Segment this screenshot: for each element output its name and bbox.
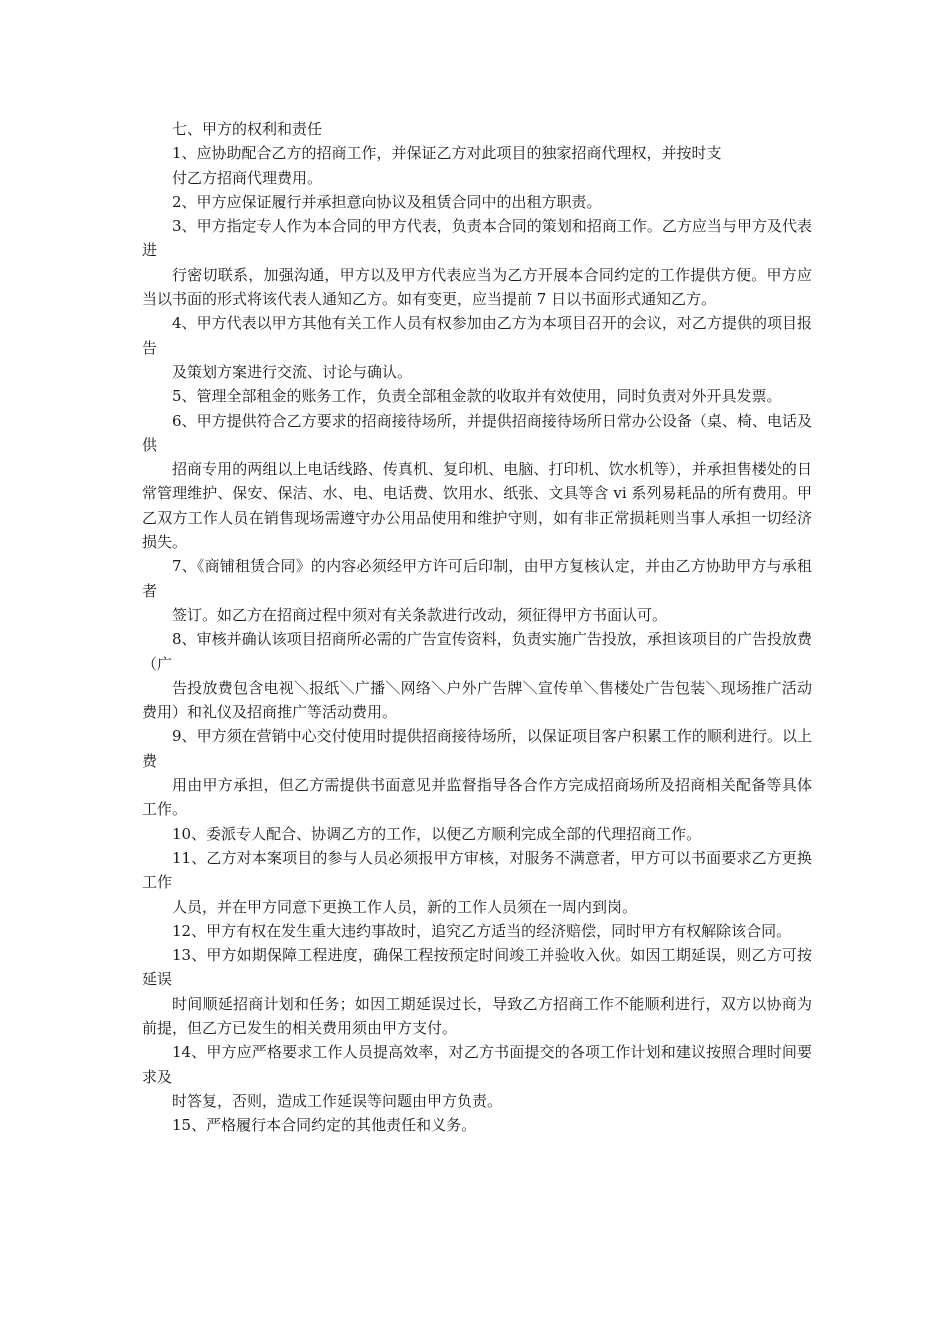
clause-11-continuation: 人员，并在甲方同意下更换工作人员，新的工作人员须在一周内到岗。 xyxy=(172,897,638,916)
clause-7-continuation: 签订。如乙方在招商过程中须对有关条款进行改动，须征得甲方书面认可。 xyxy=(172,605,668,624)
section-heading: 七、甲方的权利和责任 xyxy=(172,120,323,138)
clause-6-continuation: 招商专用的两组以上电话线路、传真机、复印机、电脑、打印机、饮水机等），并承担售楼处的日常管理维护、保安、保洁、水、电、电话费、饮用水、纸张、文具等含 vi 系列易耗品的所有费用。甲乙双方工作人员在销售现场需遵守办公用品使用和维护守则，如有非正常损耗则当事人承担一切经济损失。 xyxy=(142,460,812,552)
clause-1: 1、应协助配合乙方的招商工作，并保证乙方对此项目的独家招商代理权，并按时支 xyxy=(172,144,722,163)
clause-10: 10、委派专人配合、协调乙方的工作，以便乙方顺利完成全部的代理招商工作。 xyxy=(172,824,702,843)
clause-9: 9、甲方须在营销中心交付使用时提供招商接待场所，以保证项目客户积累工作的顺利进行。以上费 xyxy=(142,727,812,770)
clause-13: 13、甲方如期保障工程进度，确保工程按预定时间竣工并验收入伙。如因工期延误，则乙方可按延误 xyxy=(142,946,812,989)
clause-8: 8、审核并确认该项目招商所必需的广告宣传资料，负责实施广告投放，承担该项目的广告投放费（广 xyxy=(142,630,812,673)
clause-13-continuation: 时间顺延招商计划和任务；如因工期延误过长，导致乙方招商工作不能顺利进行，双方以协商为前提，但乙方已发生的相关费用须由甲方支付。 xyxy=(142,994,812,1037)
clause-2: 2、甲方应保证履行并承担意向协议及租赁合同中的出租方职责。 xyxy=(172,192,602,211)
clause-9-continuation: 用由甲方承担，但乙方需提供书面意见并监督指导各合作方完成招商场所及招商相关配备等具体工作。 xyxy=(142,776,812,819)
clause-6: 6、甲方提供符合乙方要求的招商接待场所，并提供招商接待场所日常办公设备（桌、椅、电话及供 xyxy=(142,411,812,454)
clause-11: 11、乙方对本案项目的参与人员必须报甲方审核，对服务不满意者，甲方可以书面要求乙方更换工作 xyxy=(142,848,812,892)
clause-3-continuation: 行密切联系，加强沟通，甲方以及甲方代表应当为乙方开展本合同约定的工作提供方便。甲方应当以书面的形式将该代表人通知乙方。如有变更，应当提前 7 日以书面形式通知乙方。 xyxy=(142,265,812,309)
clause-3: 3、甲方指定专人作为本合同的甲方代表，负责本合同的策划和招商工作。乙方应当与甲方及代表进 xyxy=(142,217,812,260)
clause-1-continuation: 付乙方招商代理费用。 xyxy=(172,168,323,187)
clause-5: 5、管理全部租金的账务工作，负责全部租金款的收取并有效使用，同时负责对外开具发票。 xyxy=(172,387,782,406)
document-body xyxy=(142,117,812,1137)
clause-7: 7、《商铺租赁合同》的内容必须经甲方许可后印制，由甲方复核认定，并由乙方协助甲方与承租者 xyxy=(142,557,812,600)
clause-8-continuation: 告投放费包含电视＼报纸＼广播＼网络＼户外广告牌＼宣传单＼售楼处广告包装＼现场推广活动费用）和礼仪及招商推广等活动费用。 xyxy=(142,678,812,722)
clause-14-continuation: 时答复，否则，造成工作延误等问题由甲方负责。 xyxy=(172,1091,503,1110)
clause-15: 15、严格履行本合同约定的其他责任和义务。 xyxy=(172,1116,477,1135)
clause-4-continuation: 及策划方案进行交流、讨论与确认。 xyxy=(172,362,413,381)
clause-4: 4、甲方代表以甲方其他有关工作人员有权参加由乙方为本项目召开的会议，对乙方提供的项目报告 xyxy=(142,314,812,357)
clause-12: 12、甲方有权在发生重大违约事故时，追究乙方适当的经济赔偿，同时甲方有权解除该合同。 xyxy=(172,921,792,940)
clause-14: 14、甲方应严格要求工作人员提高效率，对乙方书面提交的各项工作计划和建议按照合理时间要求及 xyxy=(142,1043,812,1086)
